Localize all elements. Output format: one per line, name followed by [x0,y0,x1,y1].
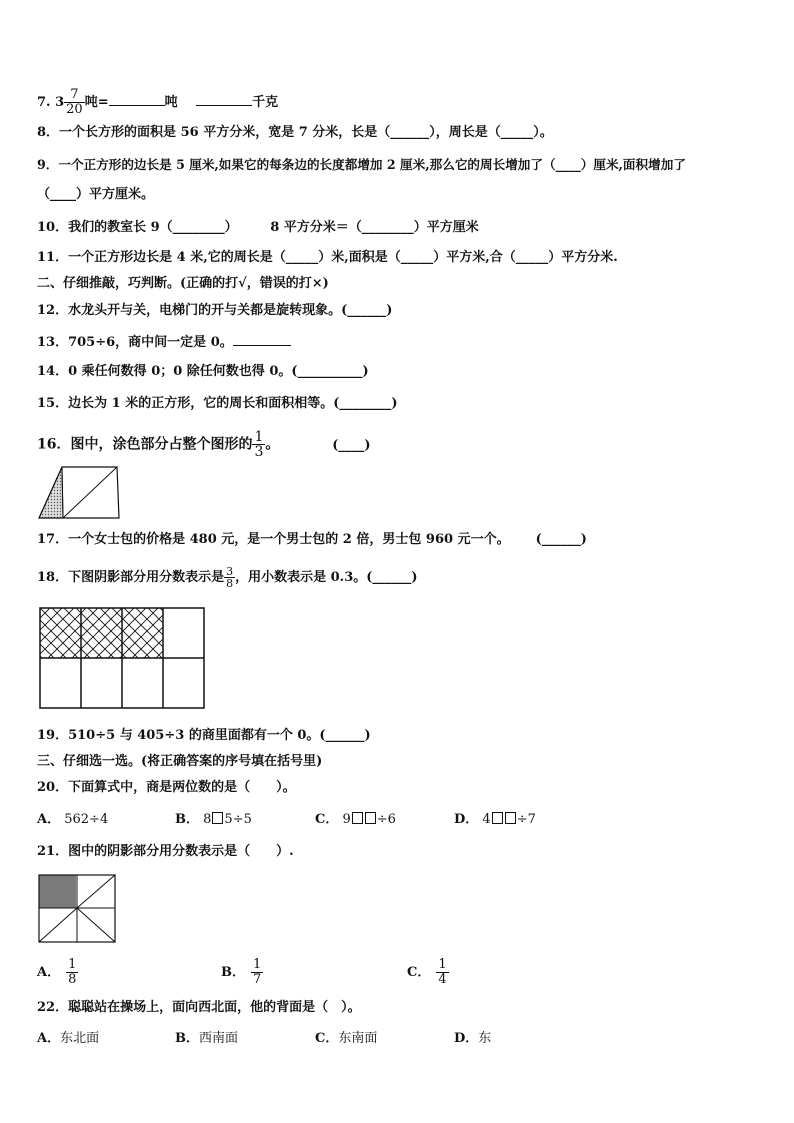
question-22: 22．聪聪站在操场上，面向西北面，他的背面是（ ）。 [37,1000,361,1015]
question-11: 11．一个正方形边长是 4 米,它的周长是（_____）米,面积是（_____）平方米,合（_____）平方分米. [37,250,618,265]
question-18: 18．下图阴影部分用分数表示是 $\frac{3}{8}$ ，用小数表示是 0.3。(______) [37,565,418,590]
option-22-c[interactable]: C．东南面 [315,1031,378,1046]
answer-blank[interactable] [233,333,291,346]
option-22-d[interactable]: D．东 [454,1031,492,1046]
blank-box [212,812,223,824]
question-19: 19．510÷5 与 405÷3 的商里面都有一个 0。(______) [37,728,371,743]
option-22-a[interactable]: A．东北面 [37,1031,100,1046]
question-9-line1: 9．一个正方形的边长是 5 厘米,如果它的每条边的长度都增加 2 厘米,那么它的周长增加了（____）厘米,面积增加了 [37,157,686,172]
option-21-c[interactable]: C． $\frac{1}{4}$ [407,957,447,987]
fraction-1-3: $\frac{1}{3}$ [254,429,264,460]
fraction-3-8: $\frac{3}{8}$ [226,565,234,590]
question-7: 7. 3 $\frac{7}{20}$ 吨= 吨 千克 [37,87,279,117]
mixed-number-whole: 3 [55,95,65,110]
option-22-b[interactable]: B．西南面 [175,1031,239,1046]
question-14: 14．0 乘任何数得 0；0 除任何数也得 0。(__________) [37,364,369,379]
option-21-b[interactable]: B． $\frac{1}{7}$ [221,957,262,987]
option-21-a[interactable]: A． $\frac{1}{8}$ [37,957,77,987]
question-17: 17．一个女士包的价格是 480 元，是一个男士包的 2 倍，男士包 960 元一个。 (______) [37,532,587,547]
question-9-line2: （____）平方厘米。 [37,187,155,202]
question-21: 21．图中的阴影部分用分数表示是（ ）. [37,844,294,859]
option-20-d[interactable]: D． 4 ÷7 [454,812,536,827]
answer-blank[interactable] [109,93,165,106]
question-16: 16．图中，涂色部分占整个图形的 $\frac{1}{3}$ 。 (____) [37,429,371,460]
question-13: 13．705÷6，商中间一定是 0。 [37,333,291,352]
blank-box [352,812,363,824]
question-20: 20．下面算式中，商是两位数的是（ ）。 [37,780,296,795]
blank-box [365,812,376,824]
divided-square-figure [38,874,118,944]
option-20-c[interactable]: C． 9 ÷6 [315,812,396,827]
blank-box [492,812,503,824]
answer-blank[interactable] [196,93,252,106]
question-8: 8．一个长方形的面积是 56 平方分米，宽是 7 分米，长是（______），周长是（_____）。 [37,125,553,140]
grid-figure [39,607,207,711]
fraction-7-20: $\frac{7}{20}$ [66,87,83,117]
option-20-b[interactable]: B． 8 5÷5 [175,812,252,827]
section-2-heading: 二、仔细推敲，巧判断。(正确的打√，错误的打×) [37,276,329,291]
option-20-a[interactable]: A． 562÷4 [37,812,109,827]
question-12: 12．水龙头开与关，电梯门的开与关都是旋转现象。(______) [37,303,393,318]
question-10: 10．我们的教室长 9（________） 8 平方分米＝（________）平方厘米 [37,220,479,235]
trapezoid-figure [38,465,122,521]
question-15: 15．边长为 1 米的正方形，它的周长和面积相等。(________) [37,396,398,411]
section-3-heading: 三、仔细选一选。(将正确答案的序号填在括号里) [37,754,323,769]
blank-box [505,812,516,824]
